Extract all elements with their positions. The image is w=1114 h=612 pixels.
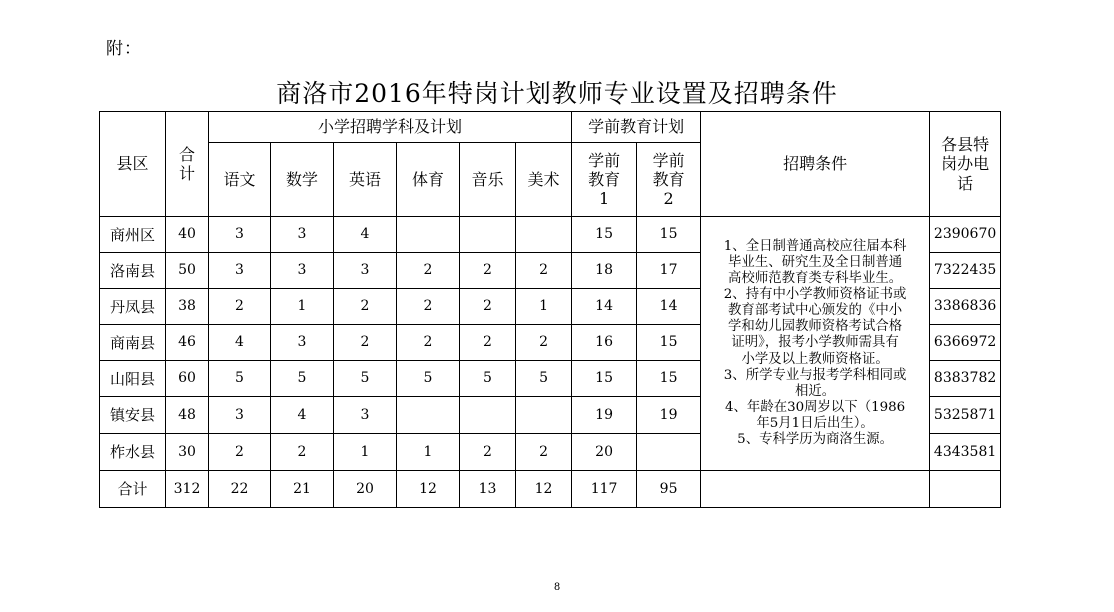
county-cell: 山阳县 <box>100 361 166 397</box>
art-cell <box>516 397 572 434</box>
music-cell <box>460 397 516 434</box>
math-cell: 21 <box>271 471 334 508</box>
total-cell: 50 <box>166 253 209 289</box>
preschool2-cell: 19 <box>637 397 701 434</box>
county-cell: 镇安县 <box>100 397 166 434</box>
preschool1-cell: 14 <box>572 289 637 325</box>
music-cell: 2 <box>460 325 516 361</box>
condition-line: 高校师范教育类专科毕业生。 <box>728 271 903 287</box>
phone-cell: 7322435 <box>930 253 1001 289</box>
document-title: 商洛市2016年特岗计划教师专业设置及招聘条件 <box>276 79 838 108</box>
header-row-1 <box>100 112 1001 143</box>
total-cell: 312 <box>166 471 209 508</box>
math-cell: 1 <box>271 289 334 325</box>
totals-phone-cell <box>930 471 1001 508</box>
preschool1-cell: 19 <box>572 397 637 434</box>
condition-line: 毕业生、研究生及全日制普通 <box>728 255 903 271</box>
condition-line: 证明》，报考小学教师需具有 <box>731 335 899 351</box>
art-cell <box>516 217 572 253</box>
phone-cell: 2390670 <box>930 217 1001 253</box>
table-row <box>100 217 1001 253</box>
phone-cell: 5325871 <box>930 397 1001 434</box>
preschool2-cell <box>637 434 701 471</box>
page-number: 8 <box>553 582 561 593</box>
total-cell: 48 <box>166 397 209 434</box>
art-cell: 12 <box>516 471 572 508</box>
preschool1-cell: 15 <box>572 361 637 397</box>
art-cell: 1 <box>516 289 572 325</box>
header-primary-group: 小学招聘学科及计划 <box>209 112 572 143</box>
condition-line: 年5月1日后出生）。 <box>756 415 874 431</box>
pe-cell: 2 <box>397 289 460 325</box>
total-cell: 60 <box>166 361 209 397</box>
english-cell: 5 <box>334 361 397 397</box>
conditions-cell <box>701 217 930 471</box>
art-cell: 2 <box>516 253 572 289</box>
preschool2-cell: 17 <box>637 253 701 289</box>
pe-cell: 12 <box>397 471 460 508</box>
preschool2-cell: 15 <box>637 217 701 253</box>
math-cell: 5 <box>271 361 334 397</box>
art-cell: 2 <box>516 325 572 361</box>
totals-row <box>100 471 1001 508</box>
music-cell: 2 <box>460 434 516 471</box>
total-cell: 46 <box>166 325 209 361</box>
header-phone: 各县特 岗办电 话 <box>930 112 1001 217</box>
phone-cell: 8383782 <box>930 361 1001 397</box>
header-county: 县区 <box>100 112 166 217</box>
chinese-cell: 2 <box>209 434 271 471</box>
condition-line: 小学及以上教师资格证。 <box>741 351 889 367</box>
recruitment-table <box>99 111 1001 508</box>
music-cell: 5 <box>460 361 516 397</box>
pe-cell <box>397 397 460 434</box>
header-subject-pe: 体育 <box>397 143 460 217</box>
condition-line: 3、所学专业与报考学科相同或 <box>723 367 907 383</box>
chinese-cell: 3 <box>209 253 271 289</box>
condition-line: 4、年龄在30周岁以下（1986 <box>725 399 906 415</box>
preschool2-cell: 15 <box>637 361 701 397</box>
header-subject-english: 英语 <box>334 143 397 217</box>
english-cell: 3 <box>334 253 397 289</box>
header-preschool-2: 学前 教育 2 <box>637 143 701 217</box>
condition-line: 5、专科学历为商洛生源。 <box>737 431 893 447</box>
english-cell: 20 <box>334 471 397 508</box>
music-cell: 13 <box>460 471 516 508</box>
music-cell: 2 <box>460 253 516 289</box>
header-subject-math: 数学 <box>271 143 334 217</box>
condition-line: 1、全日制普通高校应往届本科 <box>723 238 907 254</box>
pe-cell <box>397 217 460 253</box>
preschool1-cell: 16 <box>572 325 637 361</box>
phone-cell: 4343581 <box>930 434 1001 471</box>
music-cell <box>460 217 516 253</box>
english-cell: 1 <box>334 434 397 471</box>
preschool2-cell: 14 <box>637 289 701 325</box>
county-cell: 商南县 <box>100 325 166 361</box>
math-cell: 3 <box>271 217 334 253</box>
total-cell: 38 <box>166 289 209 325</box>
english-cell: 2 <box>334 325 397 361</box>
county-cell: 丹凤县 <box>100 289 166 325</box>
phone-cell: 6366972 <box>930 325 1001 361</box>
pe-cell: 5 <box>397 361 460 397</box>
art-cell: 5 <box>516 361 572 397</box>
pe-cell: 2 <box>397 253 460 289</box>
chinese-cell: 4 <box>209 325 271 361</box>
chinese-cell: 3 <box>209 397 271 434</box>
condition-line: 相近。 <box>795 383 836 399</box>
header-conditions: 招聘条件 <box>701 112 930 217</box>
condition-line: 学和幼儿园教师资格考试合格 <box>728 319 903 335</box>
music-cell: 2 <box>460 289 516 325</box>
math-cell: 3 <box>271 253 334 289</box>
preschool2-cell: 15 <box>637 325 701 361</box>
totals-conditions-cell <box>701 471 930 508</box>
condition-line: 教育部考试中心颁发的《中小 <box>728 303 903 319</box>
preschool1-cell: 117 <box>572 471 637 508</box>
english-cell: 2 <box>334 289 397 325</box>
total-cell: 30 <box>166 434 209 471</box>
english-cell: 3 <box>334 397 397 434</box>
pe-cell: 2 <box>397 325 460 361</box>
header-preschool-group: 学前教育计划 <box>572 112 701 143</box>
totals-label-cell: 合计 <box>100 471 166 508</box>
header-subject-chinese: 语文 <box>209 143 271 217</box>
art-cell: 2 <box>516 434 572 471</box>
pe-cell: 1 <box>397 434 460 471</box>
attachment-prefix: 附： <box>106 39 142 59</box>
county-cell: 商州区 <box>100 217 166 253</box>
math-cell: 2 <box>271 434 334 471</box>
preschool1-cell: 15 <box>572 217 637 253</box>
chinese-cell: 2 <box>209 289 271 325</box>
math-cell: 3 <box>271 325 334 361</box>
preschool2-cell: 95 <box>637 471 701 508</box>
phone-cell: 3386836 <box>930 289 1001 325</box>
county-cell: 洛南县 <box>100 253 166 289</box>
total-cell: 40 <box>166 217 209 253</box>
header-total: 合 计 <box>166 112 209 217</box>
preschool1-cell: 18 <box>572 253 637 289</box>
county-cell: 柞水县 <box>100 434 166 471</box>
condition-line: 2、持有中小学教师资格证书或 <box>723 287 907 303</box>
preschool1-cell: 20 <box>572 434 637 471</box>
header-preschool-1: 学前 教育 1 <box>572 143 637 217</box>
english-cell: 4 <box>334 217 397 253</box>
chinese-cell: 22 <box>209 471 271 508</box>
math-cell: 4 <box>271 397 334 434</box>
chinese-cell: 3 <box>209 217 271 253</box>
header-subject-art: 美术 <box>516 143 572 217</box>
chinese-cell: 5 <box>209 361 271 397</box>
header-subject-music: 音乐 <box>460 143 516 217</box>
